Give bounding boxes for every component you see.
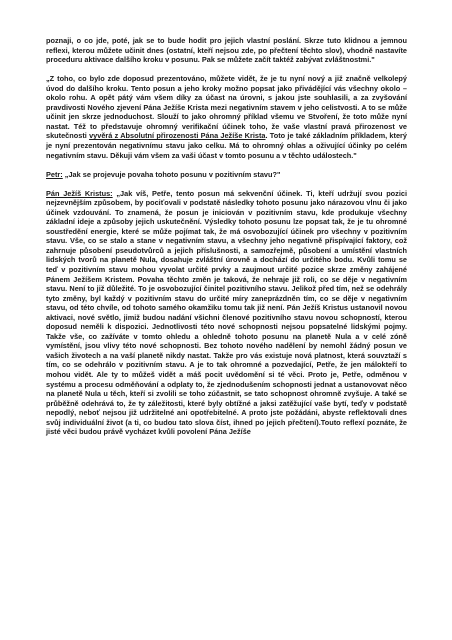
speaker-jesus: Pán Ježíš Kristus: (46, 188, 113, 198)
paragraph-gap (46, 160, 407, 170)
paragraph-gap (46, 65, 407, 75)
paragraph-2-text-b: . Toto je také základním příkladem, který je nyní prezentován negativnímu stavu jako celku. Má to ohromný ohlas a oživující účinky po celém negativním stavu. Děkuji vám všem za vaši účast v tomto posunu a v těchto událostech." (46, 131, 407, 160)
speaker-petr: Petr: (46, 169, 63, 179)
paragraph-2-text-a: „Z toho, co bylo zde doposud prezentováno, můžete vidět, že je tu nyní nový a již značně velkolepý úvod do dalšího kroku. Tento posun a jeho kroky možno popsat jako přivádějící vás všechny okolo – okolo rohu. A opět pátý vám všem díky za účast na úrovni, s jakou jste souhlasili, a za zvyšování pravdivosti Nového zjevení Pána Ježíše Krista mezi negativním stavem v jeho celistvosti. A to se může učinit jen skrze jednoduchost. Slouží to jako ohromný příklad všemu ve Stvoření, že toto může nyní nastat. Též to představuje ohromný verifikační účinek toho, že vaše vlastní pravá přirozenost ve skutečnosti (46, 74, 407, 141)
paragraph-1: poznaji, o co jde, poté, jak se to bude hodit pro jejich vlastní poslání. Skrze tuto klidnou a jemnou reflexi, kterou můžete učinit dnes (ostatní, kteří nejsou zde, po přečtení těchto slov), vhodně nastavíte proceduru aktivace dalšího kroku v posunu. Pak se můžete začít taktéž zabývat zvláštnostmi." (46, 36, 407, 65)
paragraph-gap (46, 179, 407, 189)
question-paragraph (46, 170, 407, 180)
answer-text: „Jak víš, Petře, tento posun má sekvenční účinek. Ti, kteří udržují svou pozici nejzevnějším způsobem, by pociťovali v podstatě následky tohoto posunu jako nárazovou vlnu či jako účinek vzdouvání. To znamená, že posun je iniciován v pozitivním stavu, kde produkuje všechny základní ideje a způsoby jejich uskutečnění. Výsledky tohoto posunu lze popsat tak, že je tu ohromné soustředění energie, které se může pojímat tak, že má osvobozující účinek pro všechny v pozitivním stavu. Vše, co se stalo a stane v negativním stavu, a všechny jeho negativně přispívající faktory, což zahrnuje působení pseudotvůrců a jejich příslušnosti, a samozřejmě, působení a umístění vlastních lidských tvorů na planetě Nula, dosahuje zvláštní úrovně a dochází do určitého bodu. Kvůli tomu se teď v pozitivním stavu mohou vyvolat určité prvky a zaujmout určité pozice skrze změny zahájené Pánem Ježíšem Kristem. Povaha těchto změn je taková, že nehraje již roli, co se děje v negativním stavu. Není to již důležité. To je osvobozující činitel pozitivního stavu. Jelikož před tím, než se odehrály tyto změny, byl každý v pozitivním stavu do určité míry zaneprázdněn tím, co se děje v negativním stavu, od této chvíle, od tohoto samého okamžiku tomu tak již není. Pán Ježíš Kristus ustanovil novou aktivaci, nové světlo, jimiž budou nadání všichni členové pozitivního stavu novou schopností, kterou doposud neměli k dispozici. Jednotlivosti této nové schopnosti nejsou popsatelné lidskými pojmy. Takže vše, co zažíváte v tomto ohledu a ohledně tohoto posunu na planetě Nula a v celé zóně vymístění, jsou vlivy této nové schopnosti. Bez tohoto nového nadělení by nemohl žádný posun ve vašich životech a na vaší planetě nikdy nastat. Takže pro vás existuje nová platnost, která souvztaží s tím, co se odehrálo v pozitivním stavu. A je to tak ohromné a pozvedající, Petře, že jen málokteří to mohou vidět. Ale ty to můžeš vidět a máš pocit uvědomění si té věci. Proto je, Petře, odměnou v systému a procesu odměňování a odplaty to, že zjednodušením schopnosti jednat a ustanovovat něco na planetě Nula u těch, kteří si zvolili se toho zúčastnit, se tato schopnost ohromně zvyšuje. A také se průběžně odehrává to, že ty záležitosti, které byly obtížné a jaksi zatěžující vaše bytí, teďy v podstatě nepodlý, neboť nejsou již udržitelné ani opotřebitelné. A proto jste požádáni, abyste reflektovali dnes svůj individuální život (a ti, co budou tato slova číst, ihned po jejich přečtení).Touto reflexí poznáte, že jisté věci budou právě vycházet kvůli povolení Pána Ježíše (46, 188, 408, 437)
question-text: „Jak se projevuje povaha tohoto posunu v pozitivním stavu?" (62, 169, 281, 179)
answer-paragraph (46, 189, 407, 437)
underlined-phrase: vyvěrá z Absolutní přirozenosti Pána Ježíše Krista (89, 131, 266, 141)
paragraph-2 (46, 74, 407, 160)
